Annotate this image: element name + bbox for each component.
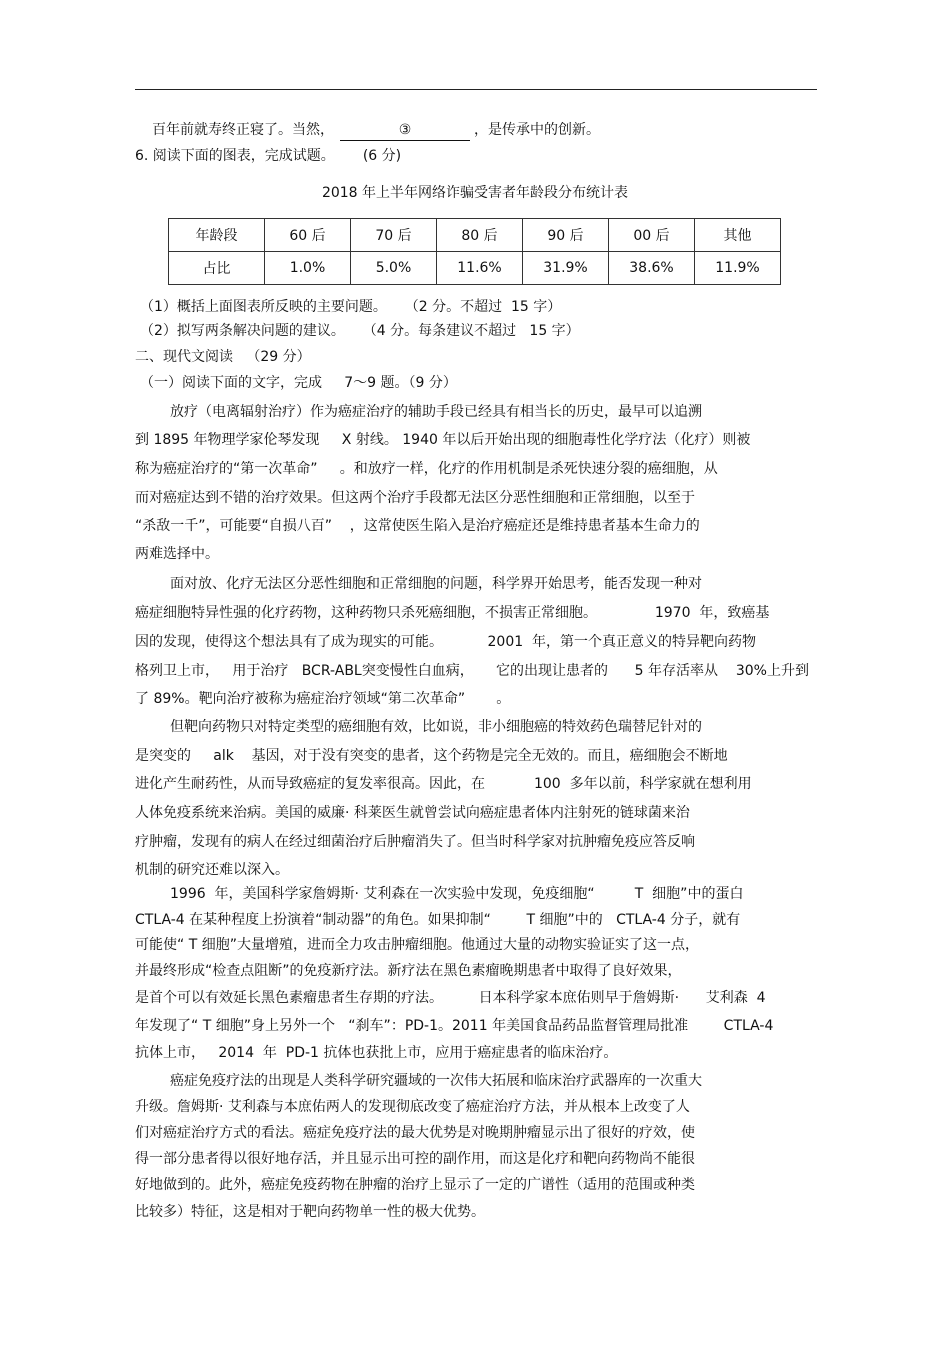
article-line: 机制的研究还难以深入。 [135,862,289,878]
table-cell: 1.0% [265,252,351,285]
age-distribution-table [168,218,781,285]
table-row-label: 占比 [169,252,265,285]
article-line: 放疗（电离辐射治疗）作为癌症治疗的辅助手段已经具有相当长的历史，最早可以追溯 [170,404,702,420]
intro-before: 百年前就寿终正寝了。当然， [152,122,334,138]
table-header-label: 年龄段 [169,219,265,252]
article-line: 年发现了“ T 细胞”身上另外一个 “刹车”：PD-1。2011 年美国食品药品监督管理局批准 CTLA-4 [135,1018,774,1034]
article-line: 抗体上市， 2014 年 PD-1 抗体也获批上市，应用于癌症患者的临床治疗。 [135,1045,618,1061]
header-rule [135,89,817,90]
article-line: 了 89%。靶向治疗被称为癌症治疗领域“第二次革命” 。 [135,691,511,707]
article-line: 1996 年，美国科学家詹姆斯· 艾利森在一次实验中发现，免疫细胞“ T 细胞”中的蛋白 [170,886,744,902]
sub-question-2: （2）拟写两条解决问题的建议。 （4 分。每条建议不超过 15 字） [140,323,580,339]
article-line: 面对放、化疗无法区分恶性细胞和正常细胞的问题，科学界开始思考，能否发现一种对 [170,576,702,592]
article-line: 们对癌症治疗方式的看法。癌症免疫疗法的最大优势是对晚期肿瘤显示出了很好的疗效，使 [135,1125,695,1141]
table-column-header: 70 后 [351,219,437,252]
article-line: 但靶向药物只对特定类型的癌细胞有效，比如说，非小细胞癌的特效药色瑞替尼针对的 [170,719,702,735]
table-column-header: 00 后 [609,219,695,252]
article-line: 比较多）特征，这是相对于靶向药物单一性的极大优势。 [135,1204,485,1220]
article-line: “杀敌一千”，可能要“自损八百” ，这常使医生陷入是治疗癌症还是维持患者基本生命力的 [135,518,700,534]
intro-line [152,120,600,141]
table-cell: 11.9% [695,252,781,285]
table-column-header: 80 后 [437,219,523,252]
table-column-header: 90 后 [523,219,609,252]
article-line: 到 1895 年物理学家伦琴发现 X 射线。 1940 年以后开始出现的细胞毒性化学疗法（化疗）则被 [135,432,751,448]
question-6-title: 6. 阅读下面的图表，完成试题。 [135,148,335,164]
article-line: 癌症细胞特异性强的化疗药物，这种药物只杀死癌细胞，不损害正常细胞。 1970 年，致癌基 [135,605,770,621]
intro-after: ，是传承中的创新。 [474,122,600,138]
table-cell: 38.6% [609,252,695,285]
article-line: 可能使“ T 细胞”大量增殖，进而全力攻击肿瘤细胞。他通过大量的动物实验证实了这一点， [135,937,699,953]
blank-marker: ③ [398,122,412,138]
article-line: 好地做到的。此外，癌症免疫药物在肿瘤的治疗上显示了一定的广谱性（适用的范围或种类 [135,1177,695,1193]
table-column-header: 其他 [695,219,781,252]
article-line: 是突变的 alk 基因，对于没有突变的患者，这个药物是完全无效的。而且，癌细胞会不断地 [135,748,728,764]
question-6-score: (6 分) [362,148,402,164]
section-2-title: 二、现代文阅读 （29 分） [135,349,311,365]
article-line: 进化产生耐药性，从而导致癌症的复发率很高。因此，在 100 多年以前，科学家就在想利用 [135,776,752,792]
article-line: 因的发现，使得这个想法具有了成为现实的可能。 2001 年，第一个真正意义的特异靶向药物 [135,634,757,650]
article-line: 得一部分患者得以很好地存活，并且显示出可控的副作用，而这是化疗和靶向药物尚不能很 [135,1151,695,1167]
article-line: CTLA-4 在某种程度上扮演着“制动器”的角色。如果抑制“ T 细胞”中的 CTLA-4 分子，就有 [135,912,741,928]
sub-question-1: （1）概括上面图表所反映的主要问题。 （2 分。不超过 15 字） [140,299,562,315]
article-line: 升级。詹姆斯· 艾利森与本庶佑两人的发现彻底改变了癌症治疗方法，并从根本上改变了人 [135,1099,690,1115]
table-header-row [169,219,781,252]
table-column-header: 60 后 [265,219,351,252]
table-value-row [169,252,781,285]
answer-blank-3[interactable] [340,120,470,141]
article-line: 疗肿瘤，发现有的病人在经过细菌治疗后肿瘤消失了。但当时科学家对抗肿瘤免疫应答反响 [135,834,695,850]
table-cell: 31.9% [523,252,609,285]
table-cell: 5.0% [351,252,437,285]
article-line: 是首个可以有效延长黑色素瘤患者生存期的疗法。 日本科学家本庶佑则早于詹姆斯· 艾利森 4 [135,990,766,1006]
article-line: 人体免疫系统来治病。美国的威廉· 科莱医生就曾尝试向癌症患者体内注射死的链球菌来治 [135,805,690,821]
question-6-heading [135,146,401,166]
article-line: 格列卫上市， 用于治疗 BCR-ABL突变慢性白血病， 它的出现让患者的 5 年存活率从 30%上升到 [135,663,809,679]
article-line: 两难选择中。 [135,546,219,562]
article-line: 而对癌症达到不错的治疗效果。但这两个治疗手段都无法区分恶性细胞和正常细胞，以至于 [135,490,695,506]
article-line: 并最终形成“检查点阻断”的免疫新疗法。新疗法在黑色素瘤晚期患者中取得了良好效果， [135,963,682,979]
table-cell: 11.6% [437,252,523,285]
article-line: 称为癌症治疗的“第一次革命” 。和放疗一样，化疗的作用机制是杀死快速分裂的癌细胞，从 [135,461,718,477]
section-2-subtitle: （一）阅读下面的文字，完成 7～9 题。（9 分） [140,375,457,391]
article-line: 癌症免疫疗法的出现是人类科学研究疆域的一次伟大拓展和临床治疗武器库的一次重大 [170,1073,702,1089]
table-caption: 2018 年上半年网络诈骗受害者年龄段分布统计表 [321,185,629,201]
